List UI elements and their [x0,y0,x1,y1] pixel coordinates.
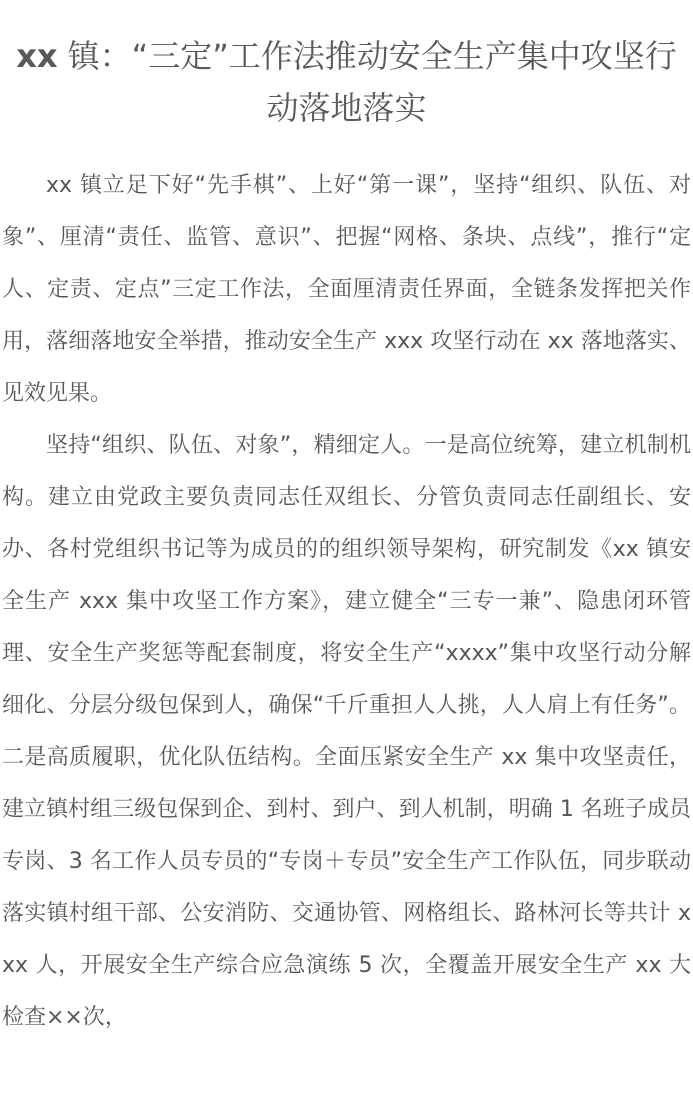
title-text: 镇：“三定”工作法推动安全生产集中攻坚行动落地落实 [57,37,677,127]
document-title [0,0,693,134]
title-brand: xx [16,37,58,75]
document-body [0,160,693,1044]
paragraph-section-one: 坚持“组织、队伍、对象”，精细定人。一是高位统筹，建立机制机构。建立由党政主要负责同志任双组长、分管负责同志任副组长、安办、各村党组织书记等为成员的的组织领导架构，研究制发《xx 镇安全生产 xxx 集中攻坚工作方案》，建立健全“三专一兼”、隐患闭环管理、安全生产奖惩等配套制度，将安全生产“xxxx”集中攻坚行动分解细化、分层分级包保到人，确保“千斤重担人人挑，人人肩上有任务”。二是高质履职，优化队伍结构。全面压紧安全生产 xx 集中攻坚责任，建立镇村组三级包保到企、到村、到户、到人机制，明确 1 名班子成员专岗、3 名工作人员专员的“专岗＋专员”安全生产工作队伍，同步联动落实镇村组干部、公安消防、交通协管、网格组长、路林河长等共计 xxx 人，开展安全生产综合应急演练 5 次，全覆盖开展安全生产 xx 大检查××次， [2,433,691,1030]
paragraph-intro: xx 镇立足下好“先手棋”、上好“第一课”，坚持“组织、队伍、对象”、厘清“责任、监管、意识”、把握“网格、条块、点线”，推行“定人、定责、定点”三定工作法，全面厘清责任界面，全链条发挥把关作用，落细落地安全举措，推动安全生产 xxx 攻坚行动在 xx 落地落实、见效见果。 [2,173,691,406]
